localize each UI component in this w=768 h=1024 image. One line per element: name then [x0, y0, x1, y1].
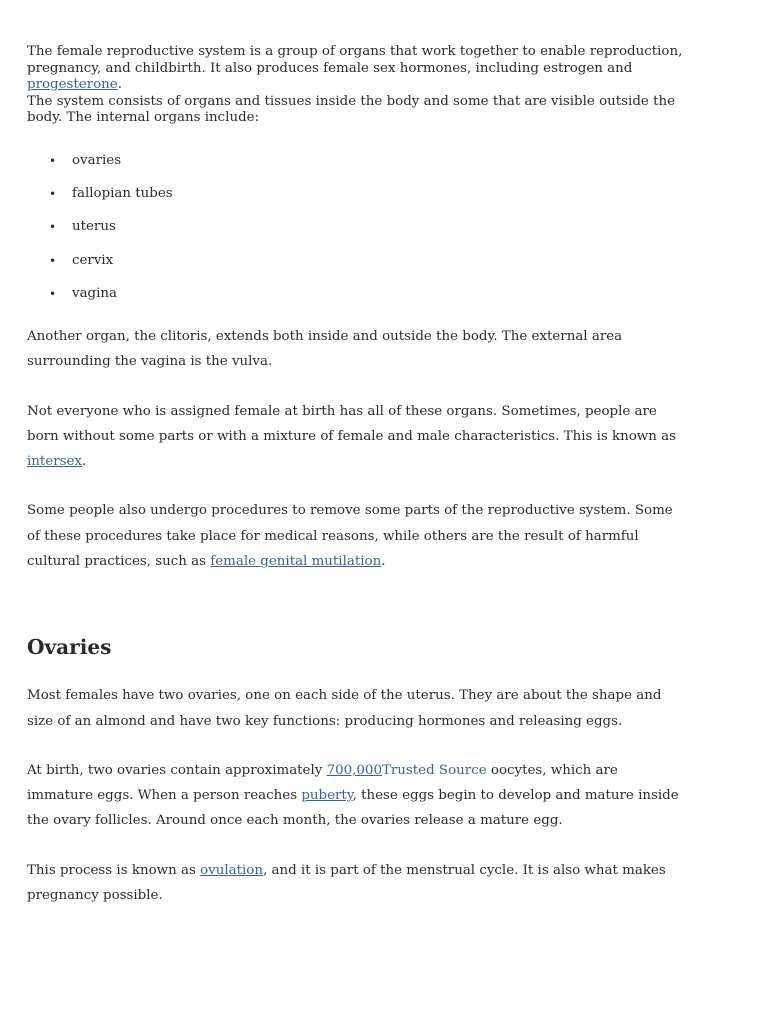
intro-text-1: The female reproductive system is a group of organs that work together to enable reproduction, pregnancy, and childbirth. It also produces female sex hormones, including estrogen and	[27, 44, 683, 76]
ovaries-intro-paragraph	[27, 683, 687, 734]
list-item	[27, 219, 687, 252]
procedures-text-2: .	[381, 553, 386, 569]
puberty-link[interactable]: puberty	[301, 788, 353, 804]
article-body	[27, 44, 687, 908]
intersex-text-2: .	[81, 454, 87, 470]
intro-text-3: The system consists of organs and tissues inside the body and some that are visible outside the body. The internal organs include:	[27, 93, 676, 126]
list-item	[27, 186, 687, 219]
clitoris-paragraph	[27, 324, 687, 375]
ovulation-text-1: This process is known as	[27, 862, 201, 878]
list-item	[27, 153, 687, 186]
intro-paragraph	[27, 44, 687, 127]
bullet-icon: •	[49, 187, 57, 202]
internal-organs-list	[27, 153, 687, 319]
procedures-paragraph	[27, 498, 687, 574]
clitoris-text: Another organ, the clitoris, extends both inside and outside the body. The external area surrounding the vagina is the vulva.	[27, 328, 623, 370]
list-item	[27, 253, 687, 286]
oocytes-text-3: , these eggs begin to develop and mature inside the ovary follicles. Around once each month, the ovaries release a mature egg.	[27, 788, 679, 829]
ovaries-intro-text: Most females have two ovaries, one on each side of the uterus. They are about the shape and size of an almond and have two key functions: producing hormones and releasing eggs.	[27, 688, 662, 729]
bullet-icon: •	[49, 220, 57, 235]
list-item-label: vagina	[72, 285, 118, 301]
intersex-paragraph	[27, 399, 687, 475]
list-item	[27, 286, 687, 319]
list-item-label: fallopian tubes	[72, 186, 173, 202]
list-item-label: ovaries	[72, 152, 122, 168]
bullet-icon: •	[49, 153, 57, 168]
intro-text-2: .	[117, 77, 122, 93]
fgm-link[interactable]: female genital mutilation	[210, 553, 382, 569]
ovulation-paragraph	[27, 858, 687, 909]
oocytes-paragraph	[27, 758, 687, 834]
ovulation-text-2: , and it is part of the menstrual cycle. It is also what makes pregnancy possible.	[27, 862, 666, 904]
oocytes-text-1: At birth, two ovaries contain approximately	[27, 762, 327, 778]
oocyte-count-link[interactable]: 700,000	[326, 762, 382, 778]
oocytes-text-2: oocytes, which are immature eggs. When a person reaches	[27, 762, 618, 804]
list-item-label: cervix	[72, 252, 114, 268]
progesterone-link[interactable]: progesterone	[27, 77, 118, 93]
intersex-link[interactable]: intersex	[27, 454, 82, 470]
bullet-icon: •	[49, 253, 57, 268]
list-item-label: uterus	[72, 219, 116, 235]
trusted-source-link[interactable]: Trusted Source	[381, 762, 487, 778]
intersex-text-1: Not everyone who is assigned female at birth has all of these organs. Sometimes, people are born without some parts or with a mixture of female and male characteristics. This is known as	[27, 403, 677, 444]
ovulation-link[interactable]: ovulation	[200, 862, 263, 878]
section-heading-ovaries: Ovaries	[27, 635, 112, 660]
procedures-text-1: Some people also undergo procedures to remove some parts of the reproductive system. Some of these procedures take place for medical reasons, while others are the result of harmful cultural practices, such as	[27, 503, 673, 569]
bullet-icon: •	[49, 286, 57, 301]
